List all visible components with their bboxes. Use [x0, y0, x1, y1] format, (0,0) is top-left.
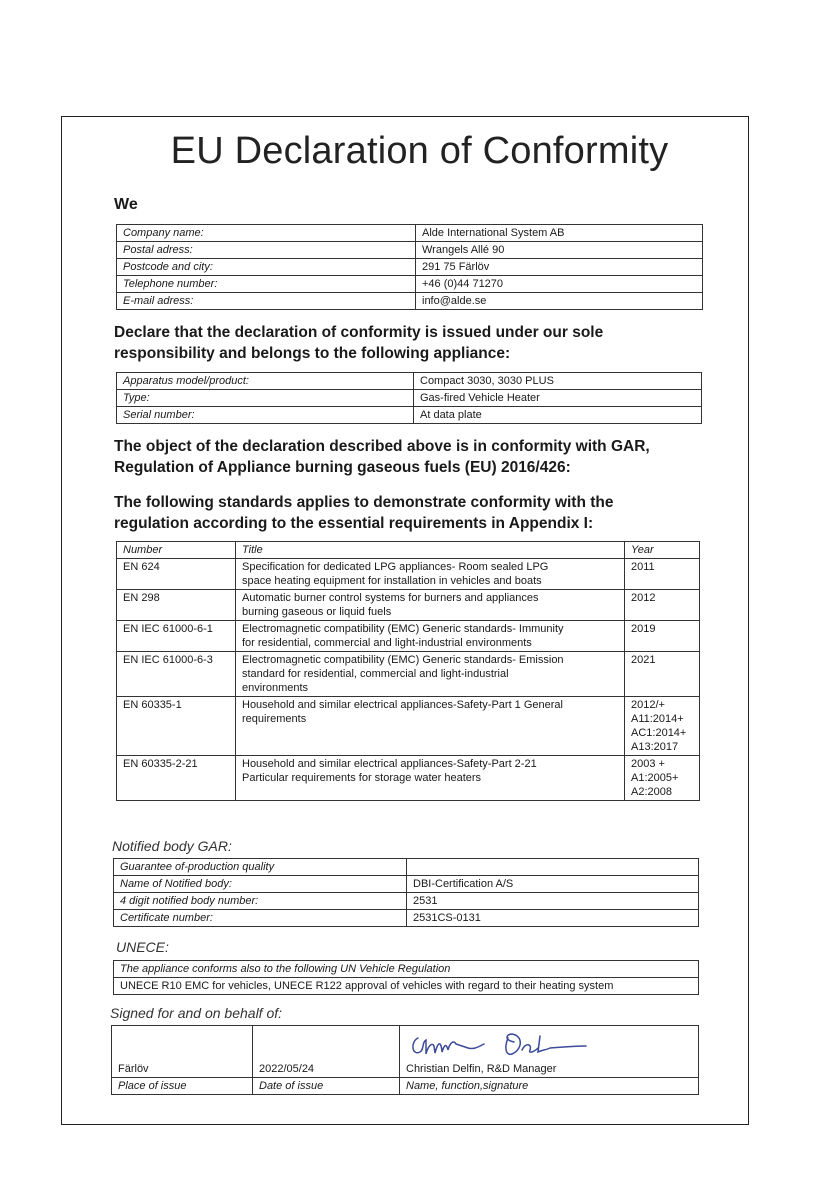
- standard-year-line: A11:2014+: [631, 713, 684, 725]
- serial-value: At data plate: [414, 407, 702, 424]
- table-row: [114, 876, 699, 893]
- table-row: [117, 590, 700, 621]
- table-row: [117, 276, 703, 293]
- standard-title-line: Automatic burner control systems for burners and appliances: [242, 592, 539, 604]
- standard-year-line: A1:2005+: [631, 772, 679, 784]
- company-table: [116, 224, 703, 310]
- table-row: [114, 893, 699, 910]
- standards-line-2: regulation according to the essential requirements in Appendix I:: [114, 515, 594, 532]
- object-line-2: Regulation of Appliance burning gaseous fuels (EU) 2016/426:: [114, 459, 571, 476]
- standard-number: EN 60335-2-21: [117, 756, 236, 801]
- standard-number: EN IEC 61000-6-3: [117, 652, 236, 697]
- header-title: Title: [236, 542, 625, 559]
- notified-number-label: 4 digit notified body number:: [114, 893, 407, 910]
- standard-title-line: Specification for dedicated LPG appliances- Room sealed LPG: [242, 561, 549, 573]
- declare-line-1: Declare that the declaration of conformity is issued under our sole: [114, 324, 604, 341]
- table-row: [117, 559, 700, 590]
- standard-number: EN 624: [117, 559, 236, 590]
- standards-heading: [114, 492, 614, 534]
- place-label: Place of issue: [112, 1078, 253, 1095]
- email-value: info@alde.se: [416, 293, 703, 310]
- standard-number: EN 60335-1: [117, 697, 236, 756]
- table-row: [117, 373, 702, 390]
- table-row: [114, 859, 699, 876]
- email-label: E-mail adress:: [117, 293, 416, 310]
- table-row: [117, 407, 702, 424]
- notified-name-value: DBI-Certification A/S: [407, 876, 699, 893]
- standard-title-line: requirements: [242, 713, 307, 725]
- table-row: [114, 961, 699, 978]
- standard-year-line: 2003 +: [631, 758, 665, 770]
- postcode-city-label: Postcode and city:: [117, 259, 416, 276]
- table-row: [112, 1078, 699, 1095]
- unece-table: [113, 960, 699, 995]
- type-label: Type:: [117, 390, 414, 407]
- standard-title: [236, 652, 625, 697]
- standard-year-line: 2012: [631, 592, 656, 604]
- notified-body-label: Notified body GAR:: [112, 838, 232, 854]
- postcode-city-value: 291 75 Färlöv: [416, 259, 703, 276]
- handwritten-signature-icon: [408, 1028, 598, 1062]
- notified-body-table: [113, 858, 699, 927]
- standard-title-line: environments: [242, 682, 309, 694]
- standard-title: [236, 559, 625, 590]
- table-row: [117, 242, 703, 259]
- table-row: [112, 1026, 699, 1078]
- postal-address-label: Postal adress:: [117, 242, 416, 259]
- signature-table: [111, 1025, 699, 1095]
- standard-year: [625, 590, 700, 621]
- standard-year-line: AC1:2014+: [631, 727, 687, 739]
- table-row: [114, 910, 699, 927]
- we-label: We: [114, 196, 138, 213]
- type-value: Gas-fired Vehicle Heater: [414, 390, 702, 407]
- object-line-1: The object of the declaration described above is in conformity with GAR,: [114, 438, 650, 455]
- table-row: [117, 259, 703, 276]
- name-value: Christian Delfin, R&D Manager: [400, 1026, 699, 1078]
- apparatus-value: Compact 3030, 3030 PLUS: [414, 373, 702, 390]
- table-header-row: [117, 542, 700, 559]
- postal-address-value: Wrangels Allé 90: [416, 242, 703, 259]
- appliance-table: [116, 372, 702, 424]
- standard-year-line: 2021: [631, 654, 656, 666]
- standard-title-line: standard for residential, commercial and light-industrial: [242, 668, 509, 680]
- place-value: Färlöv: [112, 1026, 253, 1078]
- unece-label: UNECE:: [116, 939, 169, 955]
- table-row: [117, 756, 700, 801]
- standard-year: [625, 621, 700, 652]
- standards-line-1: The following standards applies to demonstrate conformity with the: [114, 494, 614, 511]
- standard-title-line: burning gaseous or liquid fuels: [242, 606, 392, 618]
- company-name-label: Company name:: [117, 225, 416, 242]
- standard-year: [625, 652, 700, 697]
- header-year: Year: [625, 542, 700, 559]
- standard-number: EN IEC 61000-6-1: [117, 621, 236, 652]
- declare-heading: [114, 322, 603, 364]
- standard-year: [625, 559, 700, 590]
- guarantee-value: [407, 859, 699, 876]
- standard-title: [236, 621, 625, 652]
- standards-table: [116, 541, 700, 801]
- name-label: Name, function,signature: [400, 1078, 699, 1095]
- apparatus-label: Apparatus model/product:: [117, 373, 414, 390]
- certificate-value: 2531CS-0131: [407, 910, 699, 927]
- table-row: [117, 293, 703, 310]
- telephone-value: +46 (0)44 71270: [416, 276, 703, 293]
- standard-title-line: Electromagnetic compatibility (EMC) Generic standards- Immunity: [242, 623, 564, 635]
- standard-year-line: 2019: [631, 623, 656, 635]
- standard-title: [236, 697, 625, 756]
- signed-label: Signed for and on behalf of:: [110, 1005, 283, 1021]
- table-row: [117, 652, 700, 697]
- table-row: [117, 225, 703, 242]
- standard-title-line: Electromagnetic compatibility (EMC) Generic standards- Emission: [242, 654, 564, 666]
- standard-title-line: space heating equipment for installation in vehicles and boats: [242, 575, 542, 587]
- company-name-value: Alde International System AB: [416, 225, 703, 242]
- standard-year-line: 2012/+: [631, 699, 665, 711]
- page-title: EU Declaration of Conformity: [170, 130, 669, 172]
- unece-regulations: UNECE R10 EMC for vehicles, UNECE R122 approval of vehicles with regard to their heating system: [114, 978, 699, 995]
- standard-year-line: 2011: [631, 561, 655, 573]
- table-row: [117, 390, 702, 407]
- standard-title-line: for residential, commercial and light-industrial environments: [242, 637, 532, 649]
- standard-title: [236, 590, 625, 621]
- date-label: Date of issue: [253, 1078, 400, 1095]
- standard-title-line: Household and similar electrical appliances-Safety-Part 2-21: [242, 758, 537, 770]
- standard-year: [625, 756, 700, 801]
- standard-number: EN 298: [117, 590, 236, 621]
- standard-title-line: Particular requirements for storage water heaters: [242, 772, 482, 784]
- guarantee-label: Guarantee of-production quality: [114, 859, 407, 876]
- object-heading: [114, 436, 650, 478]
- table-row: [117, 621, 700, 652]
- date-value: 2022/05/24: [253, 1026, 400, 1078]
- standard-year-line: A2:2008: [631, 786, 672, 798]
- standard-title-line: Household and similar electrical appliances-Safety-Part 1 General: [242, 699, 563, 711]
- standard-year-line: A13:2017: [631, 741, 679, 753]
- standard-title: [236, 756, 625, 801]
- table-row: [117, 697, 700, 756]
- telephone-label: Telephone number:: [117, 276, 416, 293]
- header-number: Number: [117, 542, 236, 559]
- declare-line-2: responsibility and belongs to the following appliance:: [114, 345, 511, 362]
- unece-statement: The appliance conforms also to the following UN Vehicle Regulation: [114, 961, 699, 978]
- certificate-label: Certificate number:: [114, 910, 407, 927]
- serial-label: Serial number:: [117, 407, 414, 424]
- notified-number-value: 2531: [407, 893, 699, 910]
- standard-year: [625, 697, 700, 756]
- notified-name-label: Name of Notified body:: [114, 876, 407, 893]
- table-row: [114, 978, 699, 995]
